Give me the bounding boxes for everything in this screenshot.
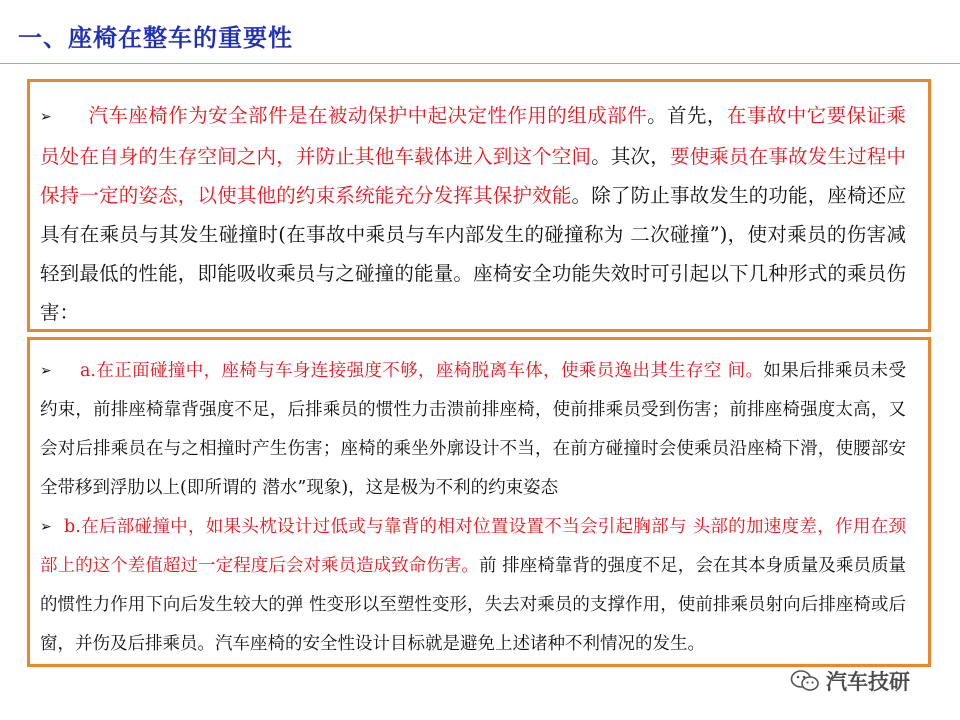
intro-text-6: 。除了防止事故发生的功能，座椅还应具有在乘员与其发生碰撞时(在事故中乘员与车内部发生的碰撞称为 二次碰撞”)，使对乘员的伤害减轻到最低的性能，即能吸收乘员与之碰撞的能量。座椅安全功能失效时可引起以下几种形式的乘员伤害： — [40, 184, 906, 324]
item-b-paragraph — [40, 508, 906, 664]
bullet-arrow-icon: ➢ — [40, 363, 52, 379]
title-divider — [0, 63, 960, 64]
bullet-arrow-icon: ➢ — [40, 519, 52, 535]
item-a-text: 如果后排乘员未受约束，前排座椅靠背强度不足，后排乘员的惯性力击溃前排座椅，使前排乘员受到伤害；前排座椅强度太高，又会对后排乘员在与之相撞时产生伤害；座椅的乘坐外廓设计不当，在前方碰撞时会使乘员沿座椅下滑，使腰部安全带移到浮肋以上(即所谓的 潜水”现象)，这是极为不利的约束姿态 — [40, 361, 906, 498]
intro-text-2: 。首先， — [647, 104, 727, 127]
watermark — [790, 666, 910, 696]
injury-panel — [27, 337, 931, 667]
watermark-text: 汽车技研 — [826, 670, 910, 694]
item-a-paragraph — [40, 352, 906, 508]
intro-text-3: 在事故中它要保证乘员处在自身的生存空间之内，并防止其他车载体进入到这个空间 — [40, 104, 906, 168]
slide-title: 一、座椅在整车的重要性 — [18, 23, 293, 52]
item-a-red-text: a.在正面碰撞中，座椅与车身连接强度不够，座椅脱离车体，使乘员逸出其生存空 间。 — [80, 361, 764, 381]
bullet-arrow-icon: ➢ — [40, 109, 52, 125]
intro-text-4: 。其次， — [591, 145, 670, 168]
intro-paragraph — [40, 96, 906, 332]
wechat-logo-icon — [790, 669, 820, 693]
intro-text-5: 要使乘员在事故发生过程中保持一定的姿态，以使其他的约束系统能充分发挥其保护效能 — [40, 145, 906, 207]
intro-text-1: 汽车座椅作为安全部件是在被动保护中起决定性作用的组成部件 — [88, 104, 648, 127]
item-b-text: 前 排座椅靠背的强度不足，会在其本身质量及乘员质量的惯性力作用下向后发生较大的弹 性变形以至塑性变形，失去对乘员的支撑作用，使前排乘员射向后排座椅或后窗，并伤及后排乘员。汽车座椅的安全性设计目标就是避免上述诸种不利情况的发生。 — [40, 556, 906, 654]
item-b-red-text: b.在后部碰撞中，如果头枕设计过低或与靠背的相对位置设置不当会引起胸部与 头部的加速度差，作用在颈部上的这个差值超过一定程度后会对乘员造成致命伤害。 — [40, 517, 906, 576]
intro-panel — [27, 79, 931, 332]
